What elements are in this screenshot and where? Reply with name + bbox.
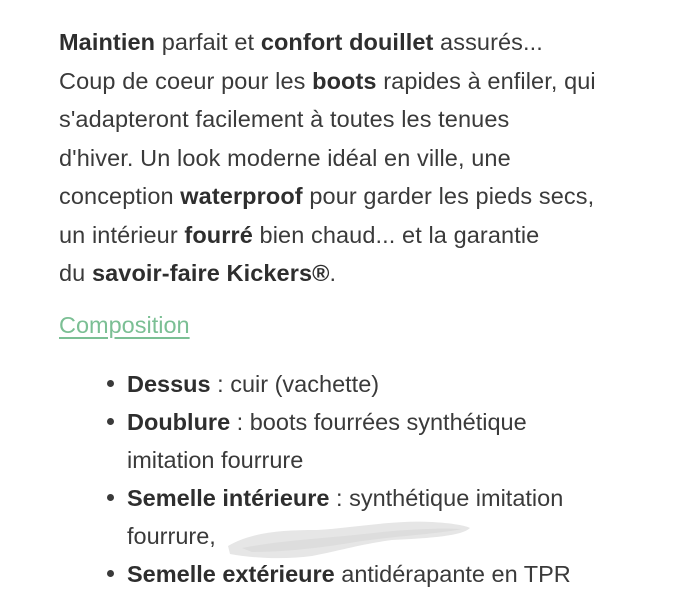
description-line [59,23,659,62]
description-text: d'hiver. Un look moderne idéal en ville, une [59,144,511,171]
emphasis-text: Maintien [59,29,156,55]
composition-link[interactable]: Composition [59,312,190,338]
description-text: un intérieur [59,221,185,248]
composition-item [127,403,667,479]
composition-item-separator: : [230,409,250,435]
composition-item-value: synthétique imitation [349,485,564,511]
composition-item-value: fourrure, [127,523,216,549]
composition-item-value: imitation fourrure [127,447,304,473]
emphasis-text: waterproof [180,183,303,209]
bullet-icon [107,380,114,387]
redaction-smudge [222,514,472,564]
composition-item-label: Dessus [127,371,211,397]
composition-item-label: Doublure [127,409,231,435]
emphasis-text: fourré [184,221,253,248]
emphasis-text: confort douillet [260,29,434,55]
product-description [59,23,659,293]
composition-item-value: antidérapante en TPR [341,561,571,587]
bullet-icon [107,494,114,501]
description-line [59,139,659,178]
description-text: assurés... [433,29,543,55]
bullet-icon [107,570,114,577]
description-line [59,177,659,216]
emphasis-text: savoir-faire Kickers® [91,260,330,286]
description-text: conception [59,183,181,209]
description-text: du [59,260,92,286]
description-line [59,254,659,293]
composition-item-value: boots fourrées synthétique [249,409,527,435]
description-text: parfait et [155,29,261,55]
description-text: pour garder les pieds secs, [302,183,595,209]
description-line [59,62,659,101]
composition-item-label: Semelle extérieure [127,561,335,587]
composition-item-label: Semelle intérieure [127,485,330,511]
description-text: s'adapteront facilement à toutes les tenues [59,106,510,132]
description-text: . [329,260,337,286]
composition-item [127,365,667,403]
description-line [59,216,659,255]
emphasis-text: boots [312,67,377,94]
description-text: Coup de coeur pour les [59,67,313,94]
description-text: rapides à enfiler, qui [376,67,596,94]
bullet-icon [107,418,114,425]
composition-item-separator: : [210,371,231,397]
description-text: bien chaud... et la garantie [252,221,540,248]
composition-item-separator: : [329,485,350,511]
description-line [59,100,659,139]
composition-item-value: cuir (vachette) [230,371,380,397]
